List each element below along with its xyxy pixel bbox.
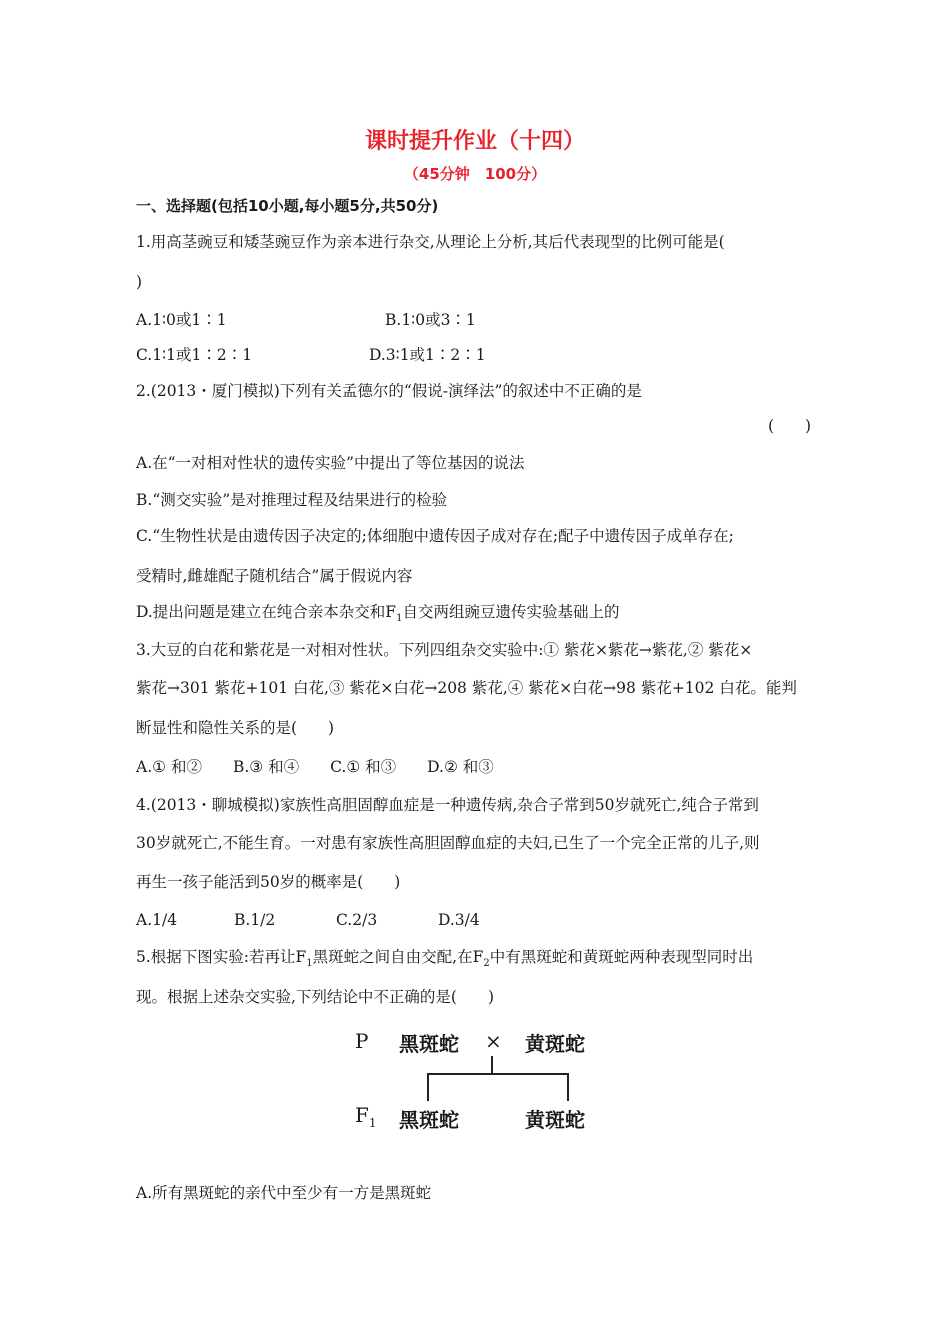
q2-answer-bracket: ( ) [768,417,812,435]
q4-option-b: B.1/2 [234,911,276,929]
q1-stem-line2: ) [136,273,143,291]
q1-option-c: C.1∶1或1∶2∶1 [136,346,253,364]
p-generation-label: P [355,1029,369,1053]
connector-left-drop [427,1073,429,1101]
q4-option-a: A.1/4 [136,911,178,929]
connector-right-drop [567,1073,569,1101]
page-subtitle: （45分钟 100分） [403,165,547,183]
connector-horizontal [427,1073,569,1075]
q4-line1: 4.(2013・聊城模拟)家族性高胆固醇血症是一种遗传病,杂合子常到50岁就死亡,纯合子常到 [136,796,759,814]
f1-offspring-yellow-spot: 黄斑蛇 [525,1108,585,1132]
q3-line1: 3.大豆的白花和紫花是一对相对性状。下列四组杂交实验中:① 紫花×紫花→紫花,② 紫花× [136,641,753,659]
page-title: 课时提升作业（十四） [364,129,585,154]
q1-option-a: A.1∶0或1∶1 [136,311,227,329]
cross-symbol: × [485,1029,502,1053]
q3-options: A.① 和② B.③ 和④ C.① 和③ D.② 和③ [136,758,494,776]
q5-line2: 现。根据上述杂交实验,下列结论中不正确的是( ) [136,988,495,1006]
q5-line1: 5.根据下图实验:若再让$F_1$黑斑蛇之间自由交配,在$F_2$中有黑斑蛇和黄斑蛇两种表现型同时出 [136,948,754,970]
q4-option-d: D.3/4 [438,911,480,929]
p-parent-black-spot: 黑斑蛇 [399,1032,459,1056]
f1-generation-label: $F_1$ [355,1103,377,1130]
q1-option-d: D.3∶1或1∶2∶1 [369,346,486,364]
q5-option-a: A.所有黑斑蛇的亲代中至少有一方是黑斑蛇 [136,1184,432,1202]
q1-option-b: B.1∶0或3∶1 [385,311,476,329]
f1-offspring-black-spot: 黑斑蛇 [399,1108,459,1132]
q2-option-a: A.在“一对相对性状的遗传实验”中提出了等位基因的说法 [136,454,525,472]
q4-option-c: C.2/3 [336,911,378,929]
q4-line3: 再生一孩子能活到50岁的概率是( ) [136,873,401,891]
q2-stem: 2.(2013・厦门模拟)下列有关孟德尔的“假说-演绎法”的叙述中不正确的是 [136,382,642,400]
p-parent-yellow-spot: 黄斑蛇 [525,1032,585,1056]
q2-option-d: D.提出问题是建立在纯合亲本杂交和$F_1$自交两组豌豆遗传实验基础上的 [136,603,620,625]
cross-diagram [350,1020,610,1135]
q2-option-b: B.“测交实验”是对推理过程及结果进行的检验 [136,491,448,509]
q3-line3: 断显性和隐性关系的是( ) [136,719,335,737]
q2-option-c-line1: C.“生物性状是由遗传因子决定的;体细胞中遗传因子成对存在;配子中遗传因子成单存在; [136,527,734,545]
section-heading: 一、选择题(包括10小题,每小题5分,共50分) [136,197,439,215]
q2-option-c-line2: 受精时,雌雄配子随机结合”属于假说内容 [136,567,413,585]
q4-line2: 30岁就死亡,不能生育。一对患有家族性高胆固醇血症的夫妇,已生了一个完全正常的儿子,则 [136,834,760,852]
connector-vertical [491,1056,493,1074]
q1-stem-line1: 1.用高茎豌豆和矮茎豌豆作为亲本进行杂交,从理论上分析,其后代表现型的比例可能是( [136,233,725,251]
q3-line2: 紫花→301 紫花+101 白花,③ 紫花×白花→208 紫花,④ 紫花×白花→98 紫花+102 白花。能判 [136,679,797,697]
